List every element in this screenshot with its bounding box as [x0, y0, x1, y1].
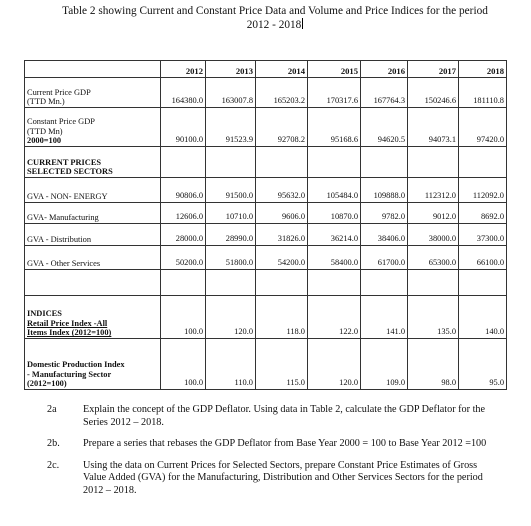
year-header: 2017 [408, 61, 459, 78]
table-cell: 97420.0 [459, 108, 507, 147]
header-row [25, 61, 507, 78]
table-cell: 36214.0 [308, 224, 361, 246]
question-item [47, 404, 487, 429]
question-item [47, 438, 487, 451]
table-cell: 164380.0 [161, 78, 206, 108]
table-cell: 95.0 [459, 339, 507, 390]
table-cell: 163007.8 [206, 78, 256, 108]
table-cell: 181110.8 [459, 78, 507, 108]
table-row [25, 178, 507, 203]
row-label: Domestic Production Index - Manufacturing Sector (2012=100) [25, 339, 161, 390]
section-heading: CURRENT PRICES SELECTED SECTORS [25, 147, 161, 178]
table-cell: 120.0 [206, 296, 256, 339]
question-text: Using the data on Current Prices for Selected Sectors, prepare Constant Price Estimates of Gross Value Added (GVA) for the Manufacturing, Distribution and Other Services Sectors for the period 2012 – 2018. [83, 459, 483, 496]
table-cell: 112092.0 [459, 178, 507, 203]
table-cell: 135.0 [408, 296, 459, 339]
row-label: GVA - Distribution [25, 224, 161, 246]
table-row [25, 108, 507, 147]
table-cell: 90806.0 [161, 178, 206, 203]
table-cell: 66100.0 [459, 246, 507, 270]
table-row [25, 78, 507, 108]
table-cell: 12606.0 [161, 203, 206, 224]
table-row [25, 203, 507, 224]
row-label: Constant Price GDP (TTD Mn) 2000=100 [25, 108, 161, 147]
data-table [24, 60, 507, 390]
table-cell: 115.0 [256, 339, 308, 390]
table-cell: 120.0 [308, 339, 361, 390]
table-cell: 90100.0 [161, 108, 206, 147]
table-cell: 109888.0 [361, 178, 408, 203]
table-row [25, 246, 507, 270]
table-cell: 109.0 [361, 339, 408, 390]
table-cell: 58400.0 [308, 246, 361, 270]
table-cell: 118.0 [256, 296, 308, 339]
table-cell: 95168.6 [308, 108, 361, 147]
section-heading-row [25, 147, 507, 178]
table-row [25, 296, 507, 339]
table-row [25, 339, 507, 390]
question-number: 2c. [47, 459, 60, 471]
table-cell: 91500.0 [206, 178, 256, 203]
question-text: Prepare a series that rebases the GDP Deflator from Base Year 2000 = 100 to Base Year 2012 =100 [83, 438, 487, 449]
table-cell: 38000.0 [408, 224, 459, 246]
question-number: 2a [47, 404, 57, 415]
year-header: 2018 [459, 61, 507, 78]
questions [47, 404, 487, 506]
year-header: 2014 [256, 61, 308, 78]
row-label: Current Price GDP (TTD Mn.) [25, 78, 161, 108]
row-label: INDICES Retail Price Index -All Items Index (2012=100) [25, 296, 161, 339]
year-header: 2016 [361, 61, 408, 78]
table-cell: 100.0 [161, 339, 206, 390]
table-cell: 9606.0 [256, 203, 308, 224]
question-number: 2b. [47, 438, 60, 449]
blank-cell [25, 270, 161, 296]
row-label: GVA - NON- ENERGY [25, 178, 161, 203]
table-cell: 94620.5 [361, 108, 408, 147]
table-cell: 65300.0 [408, 246, 459, 270]
table-cell: 112312.0 [408, 178, 459, 203]
table-cell: 61700.0 [361, 246, 408, 270]
table-cell: 10870.0 [308, 203, 361, 224]
table-cell: 92708.2 [256, 108, 308, 147]
row-label: GVA- Manufacturing [25, 203, 161, 224]
table-cell: 28990.0 [206, 224, 256, 246]
table-cell: 51800.0 [206, 246, 256, 270]
question-item [47, 460, 487, 498]
table-cell: 110.0 [206, 339, 256, 390]
table-cell: 141.0 [361, 296, 408, 339]
table-cell: 94073.1 [408, 108, 459, 147]
table-cell: 165203.2 [256, 78, 308, 108]
table-cell: 54200.0 [256, 246, 308, 270]
question-text: Explain the concept of the GDP Deflator. Using data in Table 2, calculate the GDP Deflator for the Series 2012 – 2018. [83, 404, 486, 428]
year-header: 2013 [206, 61, 256, 78]
table-cell: 91523.9 [206, 108, 256, 147]
table-row [25, 270, 507, 296]
table-cell: 98.0 [408, 339, 459, 390]
caption-text: Table 2 showing Current and Constant Price Data and Volume and Price Indices for the period 2012 - 2018 [62, 5, 488, 31]
table-cell: 150246.6 [408, 78, 459, 108]
text-cursor [302, 18, 303, 29]
table-cell: 10710.0 [206, 203, 256, 224]
table-cell: 9012.0 [408, 203, 459, 224]
table-cell: 28000.0 [161, 224, 206, 246]
table-cell: 170317.6 [308, 78, 361, 108]
table-caption [60, 5, 490, 32]
table-cell: 167764.3 [361, 78, 408, 108]
table-cell: 37300.0 [459, 224, 507, 246]
year-header: 2012 [161, 61, 206, 78]
table-cell: 9782.0 [361, 203, 408, 224]
header-blank-cell [25, 61, 161, 78]
table-cell: 38406.0 [361, 224, 408, 246]
table-cell: 122.0 [308, 296, 361, 339]
table-cell: 8692.0 [459, 203, 507, 224]
table-row [25, 224, 507, 246]
table-cell: 31826.0 [256, 224, 308, 246]
row-label: GVA - Other Services [25, 246, 161, 270]
table-cell: 95632.0 [256, 178, 308, 203]
table-cell: 100.0 [161, 296, 206, 339]
table-cell: 50200.0 [161, 246, 206, 270]
table-cell: 105484.0 [308, 178, 361, 203]
table-cell: 140.0 [459, 296, 507, 339]
year-header: 2015 [308, 61, 361, 78]
